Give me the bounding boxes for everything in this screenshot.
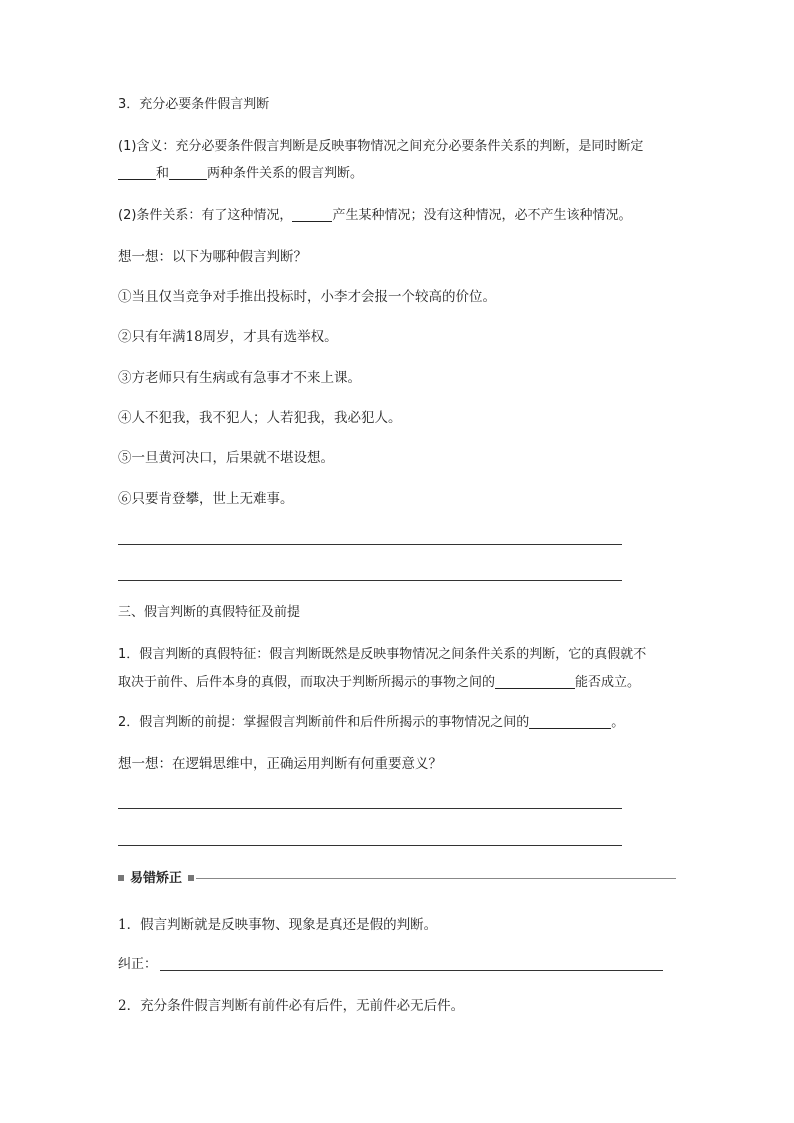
list-item: ①当且仅当竞争对手推出投标时，小李才会报一个较高的价位。 [118,289,496,305]
truth-text-end: 能否成立。 [575,675,641,690]
definition-paragraph-line-2 [118,165,363,183]
divider [196,878,676,879]
premise-text-end: 。 [611,715,625,730]
answer-line-4[interactable] [118,845,622,846]
blank-field-5[interactable] [529,714,611,729]
condition-text-1: 有了这种情况， [201,208,293,223]
square-bullet-icon [118,875,124,881]
correction-fix-row [118,956,157,974]
list-item: ④人不犯我，我不犯人；人若犯我，我必犯人。 [118,410,402,426]
blank-field-2[interactable] [169,165,207,180]
fix-answer-line[interactable] [160,970,663,971]
correction-item-2: 2．充分条件假言判断有前件必有后件，无前件必无后件。 [118,998,465,1014]
definition-and: 和 [156,166,170,181]
correction-title: 易错矫正 [130,871,183,886]
square-bullet-icon [188,875,194,881]
answer-line-1[interactable] [118,544,622,545]
list-item: ⑥只要肯登攀，世上无难事。 [118,491,294,507]
definition-text: 充分必要条件假言判断是反映事物情况之间充分必要条件关系的判断，是同时断定 [175,139,644,154]
truth-text-start: 取决于前件、后件本身的真假，而取决于判断所揭示的事物之间的 [118,675,496,690]
fix-label: 纠正： [118,957,158,972]
list-item: ③方老师只有生病或有急事才不来上课。 [118,370,361,386]
condition-label: (2)条件关系： [118,208,202,223]
definition-label: (1)含义： [118,139,176,154]
definition-paragraph-line-1 [118,138,643,156]
premise-paragraph [118,714,624,732]
think-question-1: 想一想：以下为哪种假言判断？ [118,249,307,265]
think-question-2: 想一想：在逻辑思维中，正确运用判断有何重要意义？ [118,756,442,772]
list-item: ②只有年满18周岁，才具有选举权。 [118,329,338,345]
truth-paragraph-line-1: 1．假言判断的真假特征：假言判断既然是反映事物情况之间条件关系的判断，它的真假就不 [118,647,647,662]
condition-paragraph [118,207,631,225]
premise-text-start: 2．假言判断的前提：掌握假言判断前件和后件所揭示的事物情况之间的 [118,715,530,730]
definition-end: 两种条件关系的假言判断。 [207,166,364,181]
answer-line-2[interactable] [118,580,622,581]
answer-line-3[interactable] [118,808,622,809]
list-item: ⑤一旦黄河决口，后果就不堪设想。 [118,450,334,466]
condition-text-2: 产生某种情况；没有这种情况，必不产生该种情况。 [332,208,632,223]
correction-section-bar [118,870,676,888]
section-3-title: 3．充分必要条件假言判断 [118,97,270,112]
blank-field-3[interactable] [292,207,332,222]
blank-field-4[interactable] [495,674,575,689]
section-three-heading: 三、假言判断的真假特征及前提 [118,605,301,620]
truth-paragraph-line-2 [118,674,640,692]
blank-field-1[interactable] [118,165,156,180]
correction-item-1: 1．假言判断就是反映事物、现象是真还是假的判断。 [118,917,438,933]
